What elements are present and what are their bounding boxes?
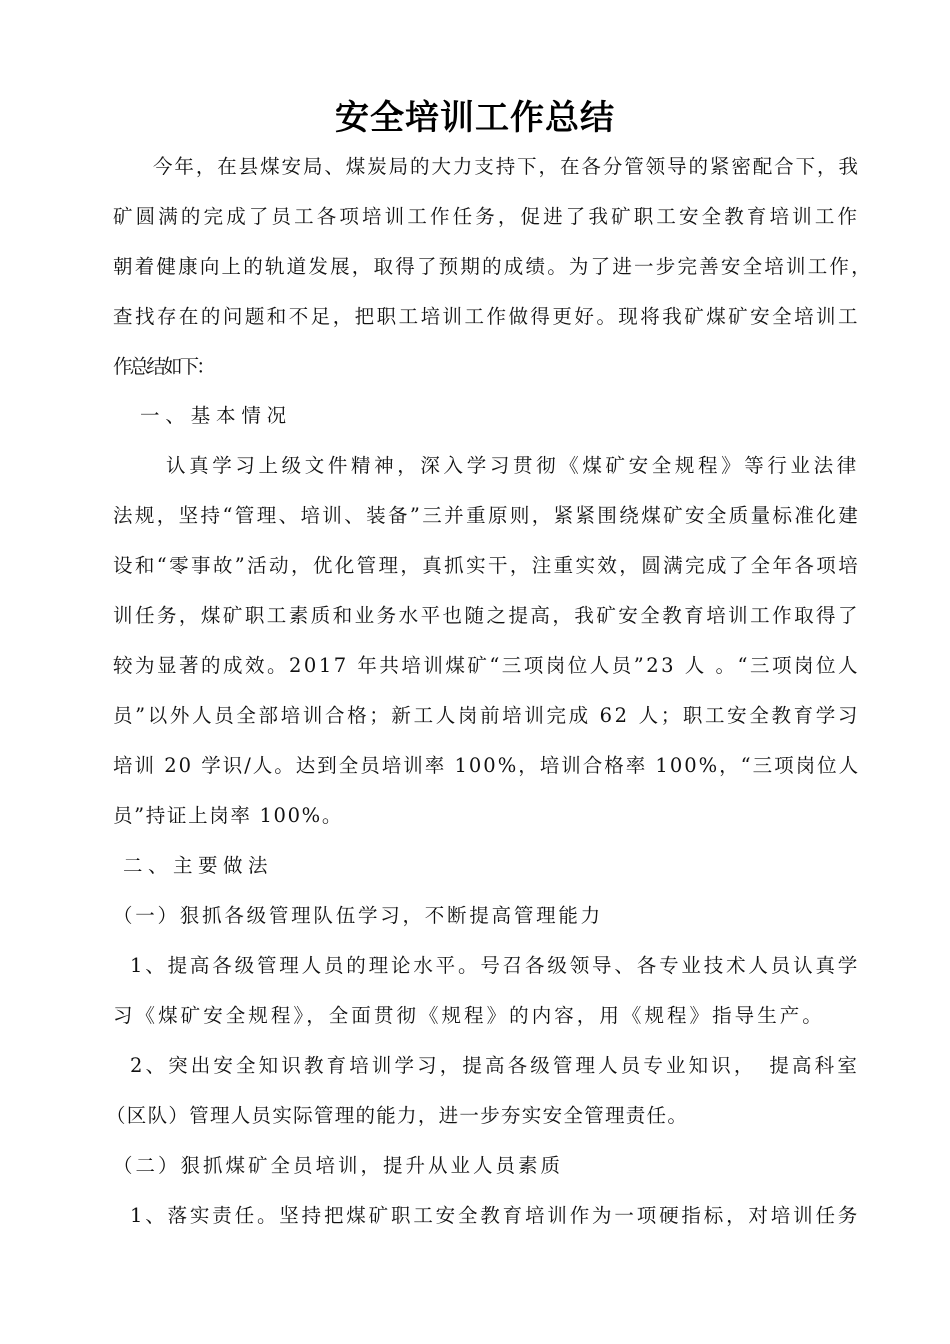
text-line: 培训 20 学识/人。达到全员培训率 100%，培训合格率 100%，“三项岗位人 xyxy=(113,754,861,777)
text-line: 今年，在县煤安局、煤炭局的大力支持下，在各分管领导的紧密配合下，我 xyxy=(153,155,860,178)
text-line: 员”以外人员全部培训合格；新工人岗前培训完成 62 人；职工安全教育学习 xyxy=(113,704,861,727)
text-line: 2、突出安全知识教育培训学习，提高各级管理人员专业知识， 提高科室 xyxy=(130,1054,860,1077)
text-line: 习《煤矿安全规程》，全面贯彻《规程》的内容，用《规程》指导生产。 xyxy=(113,1004,825,1027)
text-line: 一、基本情况 xyxy=(140,404,292,427)
text-line: 训任务，煤矿职工素质和业务水平也随之提高，我矿安全教育培训工作取得了 xyxy=(113,604,860,627)
text-line: 矿圆满的完成了员工各项培训工作任务，促进了我矿职工安全教育培训工作 xyxy=(113,205,861,228)
text-line: 较为显著的成效。2017 年共培训煤矿“三项岗位人员”23 人 。“三项岗位人 xyxy=(113,654,860,677)
text-line: 法规，坚持“管理、培训、装备”三并重原则，紧紧围绕煤矿安全质量标准化建 xyxy=(113,504,861,527)
text-line: 员”持证上岗率 100%。 xyxy=(113,804,343,827)
text-line: （一）狠抓各级管理队伍学习，不断提高管理能力 xyxy=(113,904,603,927)
text-line: （区队）管理人员实际管理的能力，进一步夯实安全管理责任。 xyxy=(106,1104,689,1127)
text-line: 二、主要做法 xyxy=(123,854,274,877)
text-line: 查找存在的问题和不足，把职工培训工作做得更好。现将我矿煤矿安全培训工 xyxy=(113,305,860,328)
text-line: 1、提高各级管理人员的理论水平。号召各级领导、各专业技术人员认真学 xyxy=(130,954,861,977)
document-title: 安全培训工作总结 xyxy=(335,98,615,138)
text-line: 作总结如下： xyxy=(113,355,213,378)
text-line: 认真学习上级文件精神，深入学习贯彻《煤矿安全规程》等行业法律 xyxy=(166,454,860,477)
text-line: 朝着健康向上的轨道发展，取得了预期的成绩。为了进一步完善安全培训工作， xyxy=(113,255,873,278)
text-line: 设和“零事故”活动，优化管理，真抓实干，注重实效，圆满完成了全年各项培 xyxy=(113,554,861,577)
text-line: （二）狠抓煤矿全员培训，提升从业人员素质 xyxy=(113,1154,564,1177)
text-line: 1、落实责任。坚持把煤矿职工安全教育培训作为一项硬指标，对培训任务 xyxy=(130,1204,861,1227)
